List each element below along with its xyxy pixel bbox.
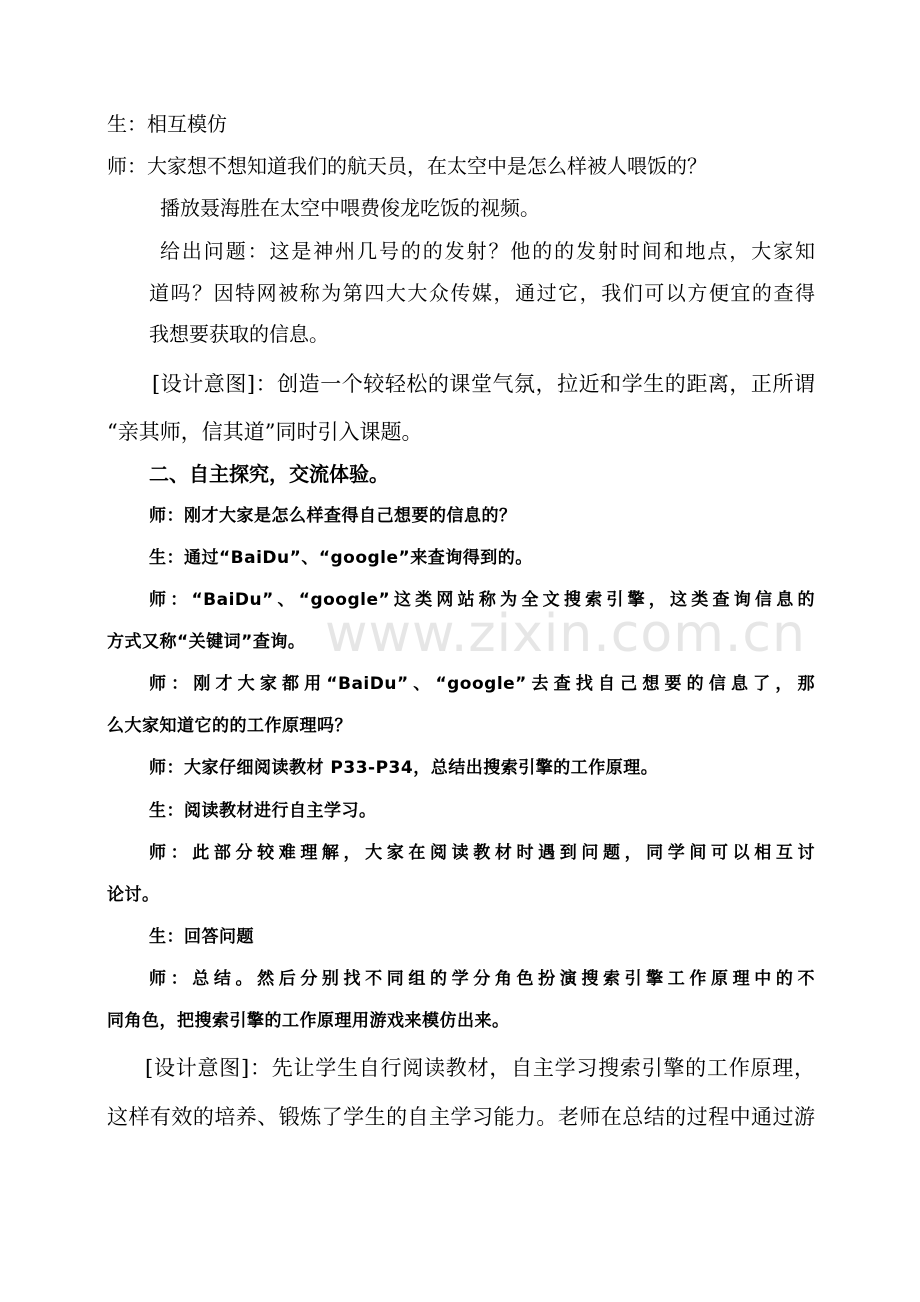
watermark: www.zixin.com.cn: [325, 604, 806, 664]
dialogue-line: 同角色，把搜索引擎的工作原理用游戏来模仿出来。: [107, 1011, 510, 1031]
dialogue-line: 生：阅读教材进行自主学习。: [149, 801, 377, 821]
section-heading: 二、自主探究，交流体验。: [149, 462, 389, 486]
text-line: 道吗？因特网被称为第四大大众传媒，通过它，我们可以方便宜的查得: [149, 281, 815, 305]
dialogue-line: 师：大家仔细阅读教材 P33-P34，总结出搜索引擎的工作原理。: [149, 758, 659, 778]
text-line: 给出问题：这是神州几号的的发射？他的的发射时间和地点，大家知: [160, 239, 815, 263]
design-intent-line: [设计意图]：创造一个较轻松的课堂气氛，拉近和学生的距离，正所谓: [152, 372, 815, 396]
design-intent-line: 这样有效的培养、锻炼了学生的自主学习能力。老师在总结的过程中通过游: [107, 1105, 815, 1129]
text-line: 师：大家想不想知道我们的航天员，在太空中是怎么样被人喂饭的？: [107, 154, 707, 178]
dialogue-line: 师：刚才大家是怎么样查得自己想要的信息的？: [149, 506, 517, 526]
dialogue-line: 么大家知道它的的工作原理吗？: [107, 716, 352, 736]
dialogue-line: 师：刚才大家都用“BaiDu”、“google”去查找自己想要的信息了，那: [149, 674, 815, 694]
design-intent-line: “亲其师，信其道”同时引入课题。: [107, 420, 423, 444]
design-intent-line: [设计意图]：先让学生自行阅读教材，自主学习搜索引擎的工作原理，: [145, 1056, 815, 1080]
dialogue-line: 师：“BaiDu”、“google”这类网站称为全文搜索引擎，这类查询信息的: [149, 590, 815, 610]
dialogue-line: 论讨。: [107, 885, 160, 905]
text-line: 生：相互模仿: [107, 112, 227, 136]
dialogue-line: 方式又称“关键词”查询。: [107, 632, 306, 652]
dialogue-line: 生：通过“BaiDu”、“google”来查询得到的。: [149, 548, 533, 568]
dialogue-line: 生：回答问题: [149, 927, 254, 947]
dialogue-line: 师：总结。然后分别找不同组的学分角色扮演搜索引擎工作原理中的不: [149, 969, 815, 989]
dialogue-line: 师：此部分较难理解，大家在阅读教材时遇到问题，同学间可以相互讨: [149, 843, 815, 863]
text-line: 我想要获取的信息。: [149, 322, 329, 346]
text-line: 播放聂海胜在太空中喂费俊龙吃饭的视频。: [160, 196, 540, 220]
